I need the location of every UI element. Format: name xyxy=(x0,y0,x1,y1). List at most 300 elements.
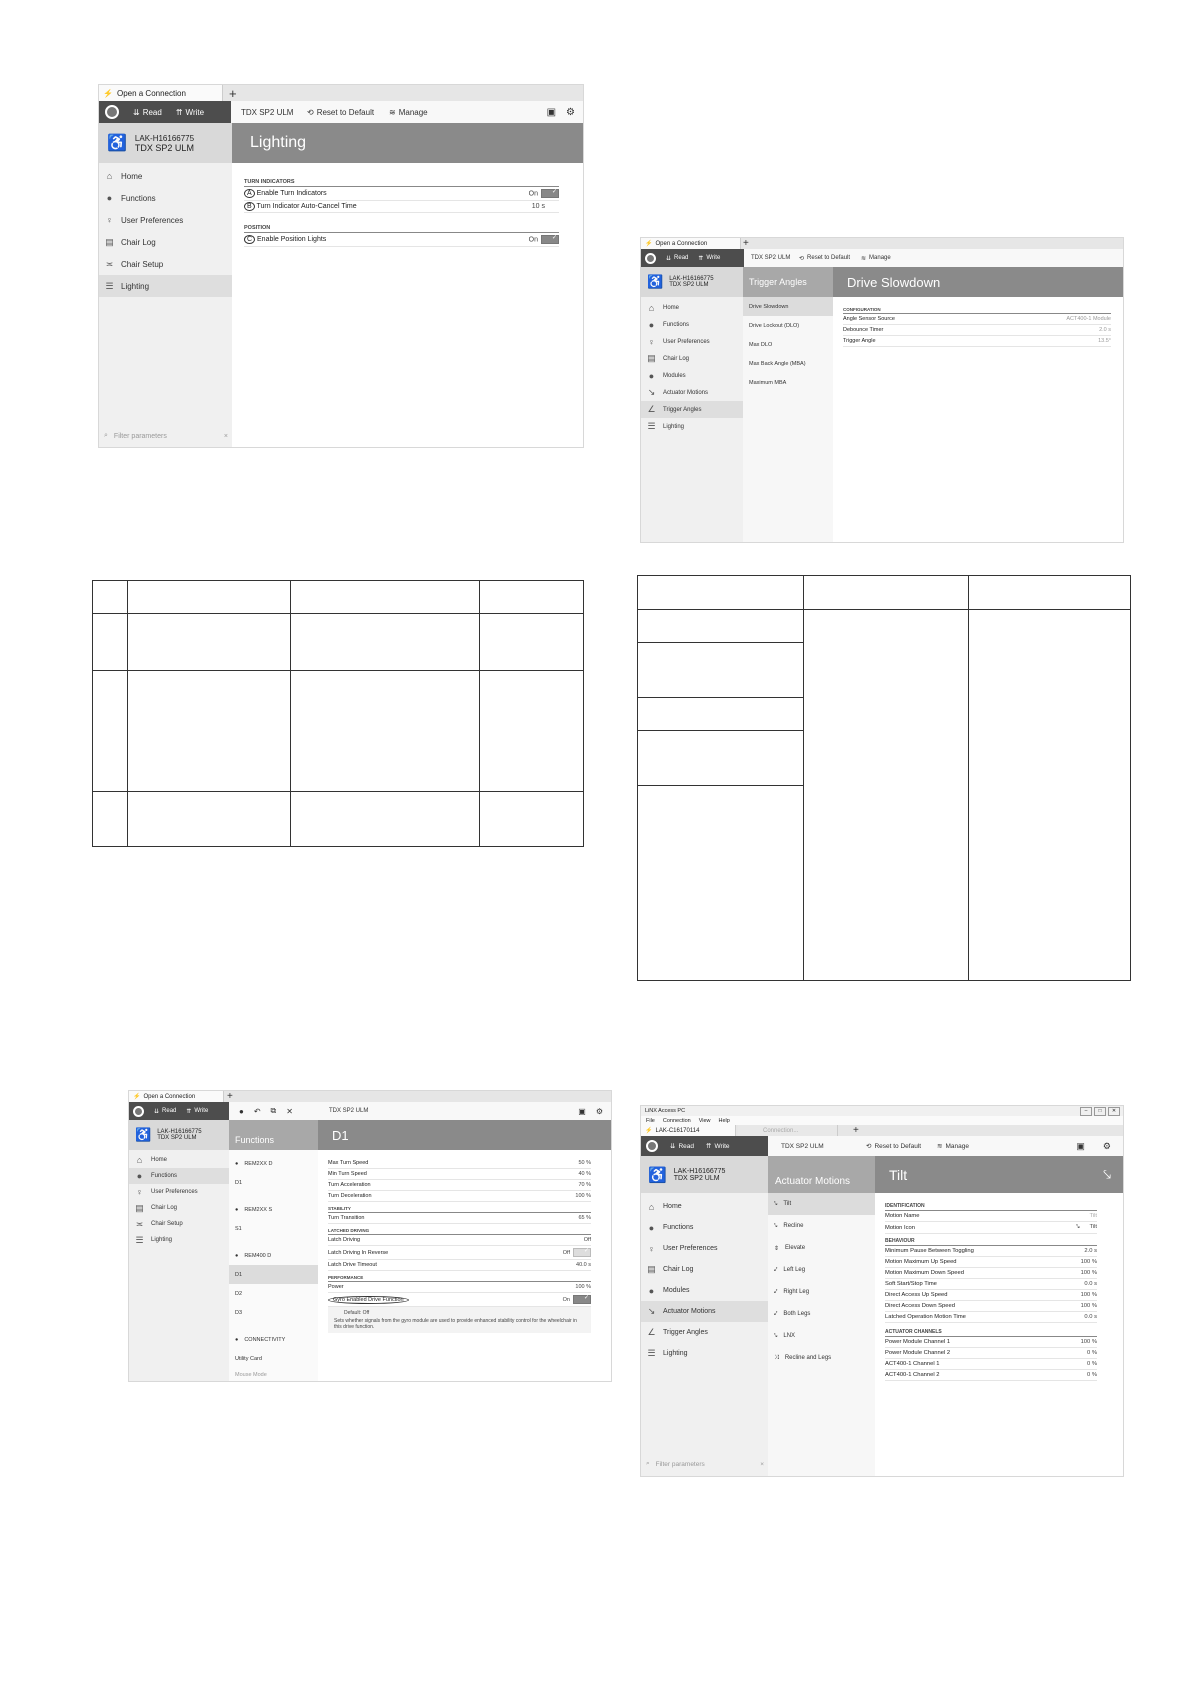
param-value[interactable]: Off xyxy=(583,1237,591,1243)
sub-item-elevate[interactable] xyxy=(768,1237,875,1259)
sub-item-lnx[interactable] xyxy=(768,1325,875,1347)
table-cell xyxy=(480,671,584,792)
sidebar-item-lighting[interactable] xyxy=(129,1232,229,1248)
connection-tab[interactable] xyxy=(99,85,223,101)
table-cell xyxy=(638,698,804,731)
read-button[interactable] xyxy=(670,1142,694,1150)
sub-item-label: Utility Card xyxy=(235,1355,262,1362)
sub-item-label: CONNECTIVITY xyxy=(244,1336,286,1343)
param-value[interactable]: 100 % xyxy=(575,1193,591,1199)
table-cell xyxy=(291,792,480,847)
checkbox-toggle[interactable] xyxy=(541,189,559,198)
param-row-gyro-enabled-drive-function[interactable] xyxy=(328,1293,591,1307)
sub-item-d1[interactable] xyxy=(229,1173,318,1192)
close-icon[interactable]: ✕ xyxy=(286,1106,293,1116)
sub-item-d3[interactable] xyxy=(229,1303,318,1322)
param-row-turn-deceleration[interactable] xyxy=(328,1191,591,1202)
lighting-icon: ☰ xyxy=(135,1234,144,1245)
device-id: LAK-H16166775 xyxy=(673,1167,726,1175)
empty-table-2 xyxy=(637,575,1131,981)
sidebar-item-label: User Preferences xyxy=(663,1245,718,1252)
write-label: Write xyxy=(185,107,205,117)
new-tab-button[interactable]: + xyxy=(853,1125,859,1136)
param-value[interactable]: 100 % xyxy=(1080,1303,1097,1309)
sidebar-item-chair-log[interactable] xyxy=(129,1200,229,1216)
connection-tab[interactable] xyxy=(641,238,741,249)
screenshot-actuator-tilt xyxy=(640,1105,1124,1477)
sub-item-both-legs[interactable] xyxy=(768,1303,875,1325)
param-value[interactable]: 0 % xyxy=(1087,1361,1097,1367)
sidebar-item-modules[interactable] xyxy=(641,367,743,384)
param-row-trigger-angle[interactable] xyxy=(843,336,1111,347)
filter-input[interactable]: Filter parameters xyxy=(113,432,167,440)
screenshot-lighting xyxy=(98,84,584,448)
table-cell xyxy=(480,581,584,614)
param-row-act400-channel-1[interactable] xyxy=(885,1359,1097,1370)
menu-file[interactable]: File xyxy=(646,1117,655,1124)
filter-bar xyxy=(641,1456,768,1472)
sidebar-item-label: Actuator Motions xyxy=(663,1308,716,1315)
document-icon[interactable]: ▣ xyxy=(546,106,557,118)
param-value[interactable]: 2.0 s xyxy=(1084,1248,1097,1254)
param-label: Enable Position Lights xyxy=(257,236,327,243)
home-icon: ⌂ xyxy=(648,1201,655,1212)
actuator-icon: ↘ xyxy=(647,1306,656,1316)
sidebar-item-label: Lighting xyxy=(663,423,685,430)
new-tab-button[interactable]: + xyxy=(229,85,237,101)
sub-item-d2[interactable] xyxy=(229,1284,318,1303)
sidebar-item-trigger-angles[interactable] xyxy=(641,1322,768,1343)
sidebar-item-label: Chair Log xyxy=(121,237,156,247)
sub-item-right-leg[interactable] xyxy=(768,1281,875,1303)
device-id: LAK-H16166775 xyxy=(157,1129,202,1135)
page-header xyxy=(875,1156,1123,1193)
sub-item-label: Mouse Mode xyxy=(235,1372,267,1378)
param-row-latch-drive-timeout[interactable] xyxy=(328,1260,591,1271)
param-value[interactable]: 0.0 s xyxy=(1084,1281,1097,1287)
sub-item-s1[interactable] xyxy=(229,1219,318,1238)
param-value[interactable]: 100 % xyxy=(1080,1339,1097,1345)
param-label: Debounce Timer xyxy=(843,327,884,333)
sidebar-item-chair-setup[interactable] xyxy=(129,1216,229,1232)
app-logo-icon[interactable] xyxy=(105,105,119,119)
sidebar-item-chair-setup[interactable] xyxy=(99,253,232,275)
sub-item-utility-card[interactable] xyxy=(229,1349,318,1368)
param-row-latch-driving-reverse[interactable] xyxy=(328,1246,591,1260)
sidebar-item-label: User Preferences xyxy=(151,1189,198,1195)
param-value[interactable]: ACT400-1 Module xyxy=(1066,316,1111,322)
sidebar-item-modules[interactable] xyxy=(641,1280,768,1301)
sidebar-item-home[interactable] xyxy=(641,299,743,316)
sub-item-label: Left Leg xyxy=(783,1267,806,1273)
param-row-min-turn-speed[interactable] xyxy=(328,1169,591,1180)
sub-item-recline[interactable] xyxy=(768,1215,875,1237)
connection-tab-2[interactable] xyxy=(738,1125,838,1136)
sidebar-item-label: Chair Setup xyxy=(121,259,164,269)
sidebar-item-label: Home xyxy=(151,1157,168,1163)
menu-help[interactable]: Help xyxy=(718,1117,730,1124)
param-value: On xyxy=(528,236,538,244)
param-value[interactable]: Tilt xyxy=(1089,1224,1097,1230)
read-button[interactable] xyxy=(666,255,688,262)
settings-icon[interactable]: ⚙ xyxy=(595,1106,603,1116)
param-help xyxy=(328,1307,591,1333)
connection-tab[interactable] xyxy=(641,1125,736,1136)
sidebar-item-functions[interactable] xyxy=(99,187,232,209)
param-description: Sets whether signals from the gyro module are used to provide enhanced stability control for the wheelchair in this drive function. xyxy=(334,1318,577,1330)
close-icon[interactable]: ✕ xyxy=(1108,1107,1120,1116)
sub-item-mouse-mode[interactable] xyxy=(229,1368,318,1382)
module-icon: ● xyxy=(235,1252,239,1259)
mid-header xyxy=(229,1120,318,1150)
tab-label: Open a Connection xyxy=(143,1093,196,1100)
content-panel xyxy=(318,1150,611,1381)
param-row-latched-motion-time[interactable] xyxy=(885,1312,1097,1323)
new-tab-button[interactable]: + xyxy=(743,238,749,249)
reset-to-default-button[interactable] xyxy=(799,249,850,267)
toolbar-actions xyxy=(641,1136,768,1156)
log-icon: ▤ xyxy=(105,236,114,247)
param-label: ACT400-1 Channel 2 xyxy=(885,1372,940,1378)
sub-item-maximum-mba[interactable] xyxy=(743,373,833,392)
table-cell xyxy=(638,786,804,981)
page-header xyxy=(232,123,583,163)
device-header xyxy=(641,1156,768,1193)
table-cell xyxy=(128,792,291,847)
app-logo-icon[interactable] xyxy=(133,1106,144,1117)
write-label: Write xyxy=(714,1142,730,1150)
manage-icon: ≋ xyxy=(861,255,867,262)
toolbar xyxy=(99,101,583,124)
sidebar xyxy=(641,297,744,543)
param-value[interactable]: 100 % xyxy=(1080,1259,1097,1265)
param-row-pm-channel-2[interactable] xyxy=(885,1348,1097,1359)
new-tab-button[interactable]: + xyxy=(227,1091,233,1102)
table-cell xyxy=(291,671,480,792)
read-icon: ⇊ xyxy=(670,1143,676,1150)
write-icon: ⇈ xyxy=(698,255,704,262)
sub-item-recline-and-legs[interactable] xyxy=(768,1347,875,1369)
lighting-icon: ☰ xyxy=(647,421,656,431)
param-label: Trigger Angle xyxy=(843,338,876,344)
sidebar xyxy=(99,163,233,448)
param-row-turn-acceleration[interactable] xyxy=(328,1180,591,1191)
marker-c: C xyxy=(244,235,255,244)
modules-icon: ● xyxy=(648,1285,655,1296)
param-value[interactable]: 40.0 s xyxy=(576,1262,591,1268)
param-row-enable-position-lights[interactable] xyxy=(244,233,559,247)
param-row-latch-driving[interactable] xyxy=(328,1235,591,1246)
minimize-icon[interactable]: – xyxy=(1080,1107,1092,1116)
sidebar-item-user-preferences[interactable] xyxy=(99,209,232,231)
sidebar-item-lighting[interactable] xyxy=(641,418,743,435)
undo-icon[interactable]: ↶ xyxy=(253,1106,261,1116)
table-cell xyxy=(480,614,584,671)
param-value: On xyxy=(528,190,538,198)
toolbar-right xyxy=(578,1102,603,1120)
manage-button[interactable] xyxy=(389,101,428,123)
page-title: Lighting xyxy=(250,134,307,151)
manage-button[interactable] xyxy=(937,1136,969,1156)
param-row-turn-transition[interactable] xyxy=(328,1213,591,1224)
page-title: Tilt xyxy=(889,1166,908,1183)
sidebar-item-chair-log[interactable] xyxy=(641,1259,768,1280)
param-row-direct-down-speed[interactable] xyxy=(885,1301,1097,1312)
param-value[interactable]: 70 % xyxy=(578,1182,591,1188)
section-behaviour: BEHAVIOUR xyxy=(885,1238,1097,1246)
sub-menu xyxy=(743,297,834,542)
menu-view[interactable]: View xyxy=(698,1117,711,1124)
read-icon: ⇊ xyxy=(133,107,140,117)
read-button[interactable] xyxy=(154,1108,176,1115)
sub-group-connectivity xyxy=(229,1330,318,1349)
sidebar-item-label: Home xyxy=(663,1203,682,1210)
sidebar-item-home[interactable] xyxy=(99,165,232,187)
reset-to-default-button[interactable] xyxy=(866,1136,921,1156)
write-icon: ⇈ xyxy=(175,107,183,117)
sidebar-item-functions[interactable] xyxy=(641,1217,768,1238)
param-value[interactable]: 0 % xyxy=(1087,1350,1097,1356)
param-label: Direct Access Down Speed xyxy=(885,1303,955,1309)
sidebar-item-functions[interactable] xyxy=(641,316,743,333)
module-icon: ● xyxy=(235,1206,239,1213)
param-row-soft-start-stop[interactable] xyxy=(885,1279,1097,1290)
param-label: Min Turn Speed xyxy=(328,1171,367,1177)
marker-b: B xyxy=(244,202,255,211)
param-row-motion-name[interactable] xyxy=(885,1211,1097,1222)
param-label: Minimum Pause Between Toggling xyxy=(885,1248,974,1254)
section-latched-driving: LATCHED DRIVING xyxy=(328,1228,591,1235)
param-value[interactable]: 100 % xyxy=(1080,1270,1097,1276)
sub-item-label: REM400 D xyxy=(244,1252,272,1259)
device-name: TDX SP2 ULM xyxy=(241,107,294,117)
clear-filter-icon[interactable]: × xyxy=(760,1460,764,1468)
sidebar-item-label: Modules xyxy=(663,1287,690,1294)
connection-tab[interactable] xyxy=(129,1091,224,1102)
search-icon: ⌕ xyxy=(646,1460,650,1467)
param-label: Angle Sensor Source xyxy=(843,316,895,322)
wheelchair-icon: ♿ xyxy=(648,1166,667,1184)
read-icon: ⇊ xyxy=(666,255,672,262)
param-label: Turn Indicator Auto-Cancel Time xyxy=(256,203,357,210)
reset-label: Reset to Default xyxy=(874,1142,922,1150)
param-value[interactable]: 50 % xyxy=(578,1160,591,1166)
mid-title: Functions xyxy=(235,1135,275,1145)
param-value[interactable]: 100 % xyxy=(575,1284,591,1290)
sub-item-drive-slowdown[interactable] xyxy=(743,297,833,316)
device-id: LAK-H16166775 xyxy=(134,133,195,143)
param-value[interactable]: 100 % xyxy=(1080,1292,1097,1298)
sidebar-item-label: Home xyxy=(663,304,680,311)
sub-item-drive-lockout[interactable] xyxy=(743,316,833,335)
sub-group-rem2xx-s xyxy=(229,1200,318,1219)
sub-item-left-leg[interactable] xyxy=(768,1259,875,1281)
manage-button[interactable] xyxy=(861,249,891,267)
sidebar-item-lighting[interactable] xyxy=(99,275,232,297)
write-icon: ⇈ xyxy=(706,1143,712,1150)
param-value[interactable]: 2.0 s xyxy=(1099,327,1111,333)
table-cell xyxy=(804,576,969,610)
write-button[interactable] xyxy=(176,108,204,117)
write-label: Write xyxy=(194,1108,209,1114)
sidebar-item-trigger-angles[interactable] xyxy=(641,401,743,418)
read-label: Read xyxy=(162,1108,177,1114)
sub-item-max-dlo[interactable] xyxy=(743,335,833,354)
param-value[interactable]: 0.0 s xyxy=(1084,1314,1097,1320)
sidebar-item-home[interactable] xyxy=(129,1152,229,1168)
param-label: Power Module Channel 2 xyxy=(885,1350,951,1356)
menu-connection[interactable]: Connection xyxy=(662,1117,691,1124)
toolbar-right xyxy=(547,101,575,123)
param-row-max-turn-speed[interactable] xyxy=(328,1158,591,1169)
default-note: Default: Off xyxy=(344,1310,370,1316)
param-label: Latch Driving xyxy=(328,1237,361,1243)
write-button[interactable] xyxy=(186,1108,208,1115)
table-cell xyxy=(291,581,480,614)
checkbox-toggle[interactable] xyxy=(573,1248,591,1257)
param-row-angle-sensor-source[interactable] xyxy=(843,314,1111,325)
param-row-direct-up-speed[interactable] xyxy=(885,1290,1097,1301)
content-panel xyxy=(232,163,583,447)
table-cell xyxy=(480,792,584,847)
param-row-enable-turn-indicators[interactable] xyxy=(244,187,559,201)
sidebar-item-lighting[interactable] xyxy=(641,1343,768,1364)
read-button[interactable] xyxy=(133,108,162,117)
sidebar-item-chair-log[interactable] xyxy=(99,231,232,253)
plug-icon: ⚡ xyxy=(645,1128,653,1134)
user-icon: ♀ xyxy=(136,1187,143,1197)
section-actuator-channels: ACTUATOR CHANNELS xyxy=(885,1329,1097,1337)
device-model: TDX SP2 ULM xyxy=(673,1174,720,1182)
sidebar-item-label: Chair Log xyxy=(151,1205,178,1211)
param-value[interactable]: 0 % xyxy=(1087,1372,1097,1378)
search-icon: ⌕ xyxy=(104,432,108,439)
toolbar-actions xyxy=(641,249,744,267)
page-title: D1 xyxy=(332,1127,349,1143)
app-logo-icon[interactable] xyxy=(645,253,656,264)
param-value[interactable]: 13.5° xyxy=(1098,338,1111,344)
sidebar-item-user-preferences[interactable] xyxy=(641,1238,768,1259)
actuator-icon: ↘ xyxy=(647,387,656,397)
sub-item-label: S1 xyxy=(235,1225,242,1232)
lighting-icon: ☰ xyxy=(105,280,114,291)
settings-icon[interactable]: ⚙ xyxy=(1102,1140,1111,1151)
sidebar-item-functions[interactable] xyxy=(129,1168,229,1184)
filter-input[interactable]: Filter parameters xyxy=(655,1460,705,1468)
device-name: TDX SP2 ULM xyxy=(329,1108,369,1114)
param-row-max-down-speed[interactable] xyxy=(885,1268,1097,1279)
sub-group-rem2xx-d xyxy=(229,1154,318,1173)
sidebar-item-label: Lighting xyxy=(121,281,150,291)
param-row-max-up-speed[interactable] xyxy=(885,1257,1097,1268)
param-row-power[interactable] xyxy=(328,1282,591,1293)
functions-icon[interactable]: ● xyxy=(239,1106,244,1116)
sub-item-label: Maximum MBA xyxy=(749,379,787,386)
sub-item-label: Recline xyxy=(783,1223,804,1229)
menu-bar xyxy=(641,1116,1123,1125)
param-label: Motion Maximum Down Speed xyxy=(885,1270,964,1276)
sidebar-item-user-preferences[interactable] xyxy=(129,1184,229,1200)
sidebar-item-user-preferences[interactable] xyxy=(641,333,743,350)
clear-filter-icon[interactable]: × xyxy=(223,432,228,440)
device-header xyxy=(641,267,743,297)
settings-icon[interactable]: ⚙ xyxy=(566,106,575,118)
section-stability: STABILITY xyxy=(328,1206,591,1213)
table-cell xyxy=(638,610,804,643)
modules-icon: ● xyxy=(648,370,655,381)
document-icon[interactable]: ▣ xyxy=(578,1106,586,1116)
plug-icon: ⚡ xyxy=(133,1094,141,1100)
document-icon[interactable]: ▣ xyxy=(1076,1140,1085,1151)
functions-icon: ● xyxy=(648,1222,655,1233)
param-row-debounce-timer[interactable] xyxy=(843,325,1111,336)
sidebar-item-label: Chair Setup xyxy=(151,1221,183,1227)
param-value[interactable]: 65 % xyxy=(578,1215,591,1221)
manage-label: Manage xyxy=(398,107,428,117)
sidebar-item-label: Lighting xyxy=(663,1350,688,1357)
trigger-angles-icon: ∠ xyxy=(647,1327,656,1337)
param-row-min-pause[interactable] xyxy=(885,1246,1097,1257)
home-icon: ⌂ xyxy=(648,302,655,313)
sidebar-item-label: Trigger Angles xyxy=(663,406,702,413)
param-row-act400-channel-2[interactable] xyxy=(885,1370,1097,1381)
param-value[interactable]: Tilt xyxy=(1089,1213,1097,1219)
checkbox-toggle[interactable] xyxy=(573,1295,591,1304)
table-cell xyxy=(638,576,804,610)
write-icon: ⇈ xyxy=(186,1108,192,1115)
filter-bar xyxy=(99,427,232,445)
app-logo-icon[interactable] xyxy=(646,1140,658,1152)
sidebar-item-actuator-motions[interactable] xyxy=(641,384,743,401)
mid-header xyxy=(768,1156,875,1193)
sidebar-item-chair-log[interactable] xyxy=(641,350,743,367)
write-button[interactable] xyxy=(706,1142,730,1150)
left-leg-icon: ⤦ xyxy=(774,1266,778,1273)
reset-icon: ⟲ xyxy=(307,107,314,117)
reset-label: Reset to Default xyxy=(316,107,375,117)
sub-item-tilt[interactable] xyxy=(768,1193,875,1215)
checkbox-toggle[interactable] xyxy=(541,235,559,244)
sidebar-item-actuator-motions[interactable] xyxy=(641,1301,768,1322)
param-row-auto-cancel-time[interactable] xyxy=(244,201,559,213)
sidebar xyxy=(129,1150,230,1382)
module-icon: ● xyxy=(235,1336,239,1343)
log-icon: ▤ xyxy=(135,1202,144,1213)
lighting-icon: ☰ xyxy=(647,1348,656,1358)
sub-item-label: Elevate xyxy=(785,1245,806,1251)
tab-label: Open a Connection xyxy=(116,88,186,98)
sub-item-d1-rem400[interactable] xyxy=(229,1265,318,1284)
maximize-icon[interactable]: □ xyxy=(1094,1107,1106,1116)
marker-a: A xyxy=(244,189,255,198)
copy-icon[interactable]: ⧉ xyxy=(270,1106,277,1115)
param-row-pm-channel-1[interactable] xyxy=(885,1337,1097,1348)
reset-to-default-button[interactable] xyxy=(307,101,374,123)
write-button[interactable] xyxy=(698,255,720,262)
manage-label: Manage xyxy=(869,255,891,261)
sub-item-max-back-angle[interactable] xyxy=(743,354,833,373)
sub-item-label: REM2XX D xyxy=(244,1160,273,1167)
device-name: TDX SP2 ULM xyxy=(751,255,791,261)
read-label: Read xyxy=(678,1142,694,1150)
sub-menu xyxy=(768,1193,876,1476)
param-row-motion-icon[interactable] xyxy=(885,1222,1097,1234)
sidebar-item-home[interactable] xyxy=(641,1196,768,1217)
param-value[interactable]: 40 % xyxy=(578,1171,591,1177)
page-header xyxy=(833,267,1123,297)
page-title: Drive Slowdown xyxy=(847,274,941,290)
param-value[interactable]: 10 s xyxy=(531,203,545,210)
